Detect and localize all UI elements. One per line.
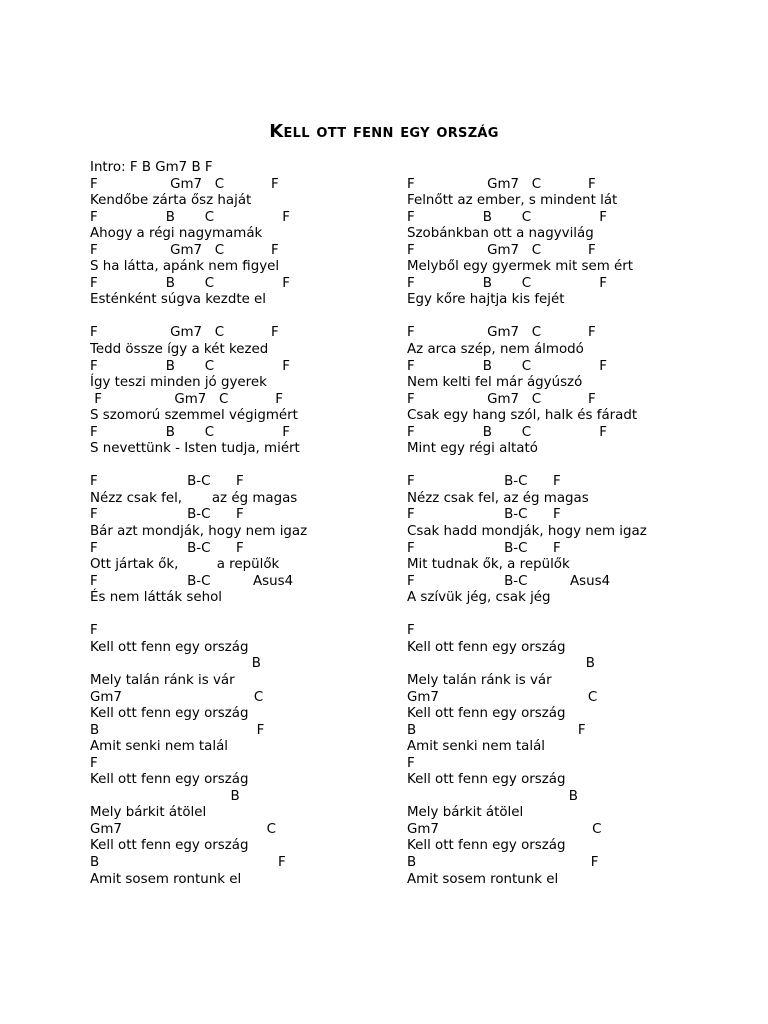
lyric-line: S ha látta, apánk nem figyel [90,259,280,275]
stanza-gap [90,458,390,475]
chord-line: F [90,623,98,639]
stanza [407,623,727,888]
chord-line: F B C F [90,358,290,374]
lyric-line: Mely talán ránk is vár [407,672,552,688]
right-column [407,160,727,888]
lyric-line: Kell ott fenn egy ország [90,772,249,788]
chord-line: F B C F [407,209,607,225]
chord-line: F B C F [90,209,290,225]
chord-line: F [90,755,98,771]
lyric-line: Amit senki nem talál [90,739,228,755]
lyric-line: Esténként súgva kezdte el [90,292,267,308]
lyric-line: És nem látták sehol [90,590,222,606]
lyric-line: Felnőtt az ember, s mindent lát [407,193,618,209]
stanza-gap [407,309,727,326]
lyric-line: Csak egy hang szól, halk és fáradt [407,408,638,424]
chord-line: F Gm7 C F [90,242,279,258]
chord-line: Gm7 C [407,689,598,705]
lyric-line: S nevettünk - Isten tudja, miért [90,441,300,457]
stanza-gap [407,458,727,475]
chord-line: B [90,788,240,804]
lyric-line: Szobánkban ott a nagyvilág [407,226,594,242]
chord-line: F Gm7 C F [407,325,596,341]
lyric-line: Mely bárkit átölel [407,805,524,821]
chord-line: F B C F [407,424,607,440]
chord-line: B F [407,854,599,870]
lyric-line: Az arca szép, nem álmodó [407,342,584,358]
chord-line: Gm7 C [407,821,602,837]
lyric-line: Bár azt mondják, hogy nem igaz [90,524,308,540]
chord-line: F B C F [407,358,607,374]
lyric-line: Melyből egy gyermek mit sem ért [407,259,634,275]
lyric-line: Ott jártak ők, a repülők [90,557,280,573]
chord-line: F B C F [90,424,290,440]
lyric-line: Mint egy régi altató [407,441,538,457]
lyric-line: S szomorú szemmel végigmért [90,408,298,424]
chord-line: Gm7 C [90,821,277,837]
chord-line: F Gm7 C F [407,242,596,258]
lyric-line: Nézz csak fel, az ég magas [90,490,298,506]
stanza-gap [90,309,390,326]
chord-line: F B-C Asus4 [407,573,611,589]
chord-line: F B-C F [90,474,244,490]
chord-line: B F [90,722,265,738]
lyric-line: Amit sosem rontunk el [90,871,242,887]
lyric-line: Kell ott fenn egy ország [407,838,566,854]
stanza [90,325,390,457]
stanza [90,623,390,888]
stanza [407,177,727,309]
stanza [407,474,727,606]
chord-line: F Gm7 C F [407,176,596,192]
chord-line: F B C F [90,275,290,291]
chord-line: B [407,656,595,672]
chord-line: F B C F [407,275,607,291]
chord-line: B [407,788,578,804]
stanza-gap [90,607,390,624]
lyric-line: Tedd össze így a két kezed [90,342,269,358]
chord-line: F B-C F [407,474,561,490]
left-column [90,160,390,888]
stanza [90,177,390,309]
lyric-line: Ahogy a régi nagymamák [90,226,263,242]
chord-line: F B-C F [407,507,561,523]
lyric-line: Mely bárkit átölel [90,805,207,821]
song-title: Kell ott fenn egy ország [269,121,499,142]
lyric-line: Nem kelti fel már ágyúszó [407,375,583,391]
lyric-line: A szívük jég, csak jég [407,590,551,606]
chord-line: F Gm7 C F [407,391,596,407]
lyric-line: Mely talán ránk is vár [90,672,235,688]
lyric-line: Egy kőre hajtja kis fejét [407,292,565,308]
intro-line: Intro: F B Gm7 B F [90,160,213,175]
chord-line: B F [407,722,586,738]
chord-line: B F [90,854,286,870]
lyric-line: Így teszi minden jó gyerek [90,375,267,391]
lyric-line: Kell ott fenn egy ország [407,639,566,655]
chord-line: F B-C F [407,540,561,556]
chord-line: F Gm7 C F [90,391,283,407]
chord-line: F [407,623,415,639]
chord-line: F [407,755,415,771]
lyric-line: Kendőbe zárta ősz haját [90,193,252,209]
lyric-line: Amit sosem rontunk el [407,871,559,887]
lyric-line: Kell ott fenn egy ország [407,772,566,788]
chord-line: Gm7 C [90,689,264,705]
lyric-line: Kell ott fenn egy ország [90,706,249,722]
lyric-line: Kell ott fenn egy ország [407,706,566,722]
lyric-line: Amit senki nem talál [407,739,545,755]
lyric-line: Kell ott fenn egy ország [90,838,249,854]
stanza-gap [407,607,727,624]
chord-line: F B-C Asus4 [90,573,294,589]
lyric-line: Kell ott fenn egy ország [90,639,249,655]
chord-line: B [90,656,261,672]
lyric-line: Nézz csak fel, az ég magas [407,490,589,506]
intro-spacer [407,160,727,177]
chord-line: F Gm7 C F [90,325,279,341]
lyric-line: Mit tudnak ők, a repülők [407,557,570,573]
stanza [90,474,390,606]
lyric-line: Csak hadd mondják, hogy nem igaz [407,524,647,540]
chord-line: F B-C F [90,507,244,523]
stanza [407,325,727,457]
chord-line: F B-C F [90,540,244,556]
chord-line: F Gm7 C F [90,176,279,192]
